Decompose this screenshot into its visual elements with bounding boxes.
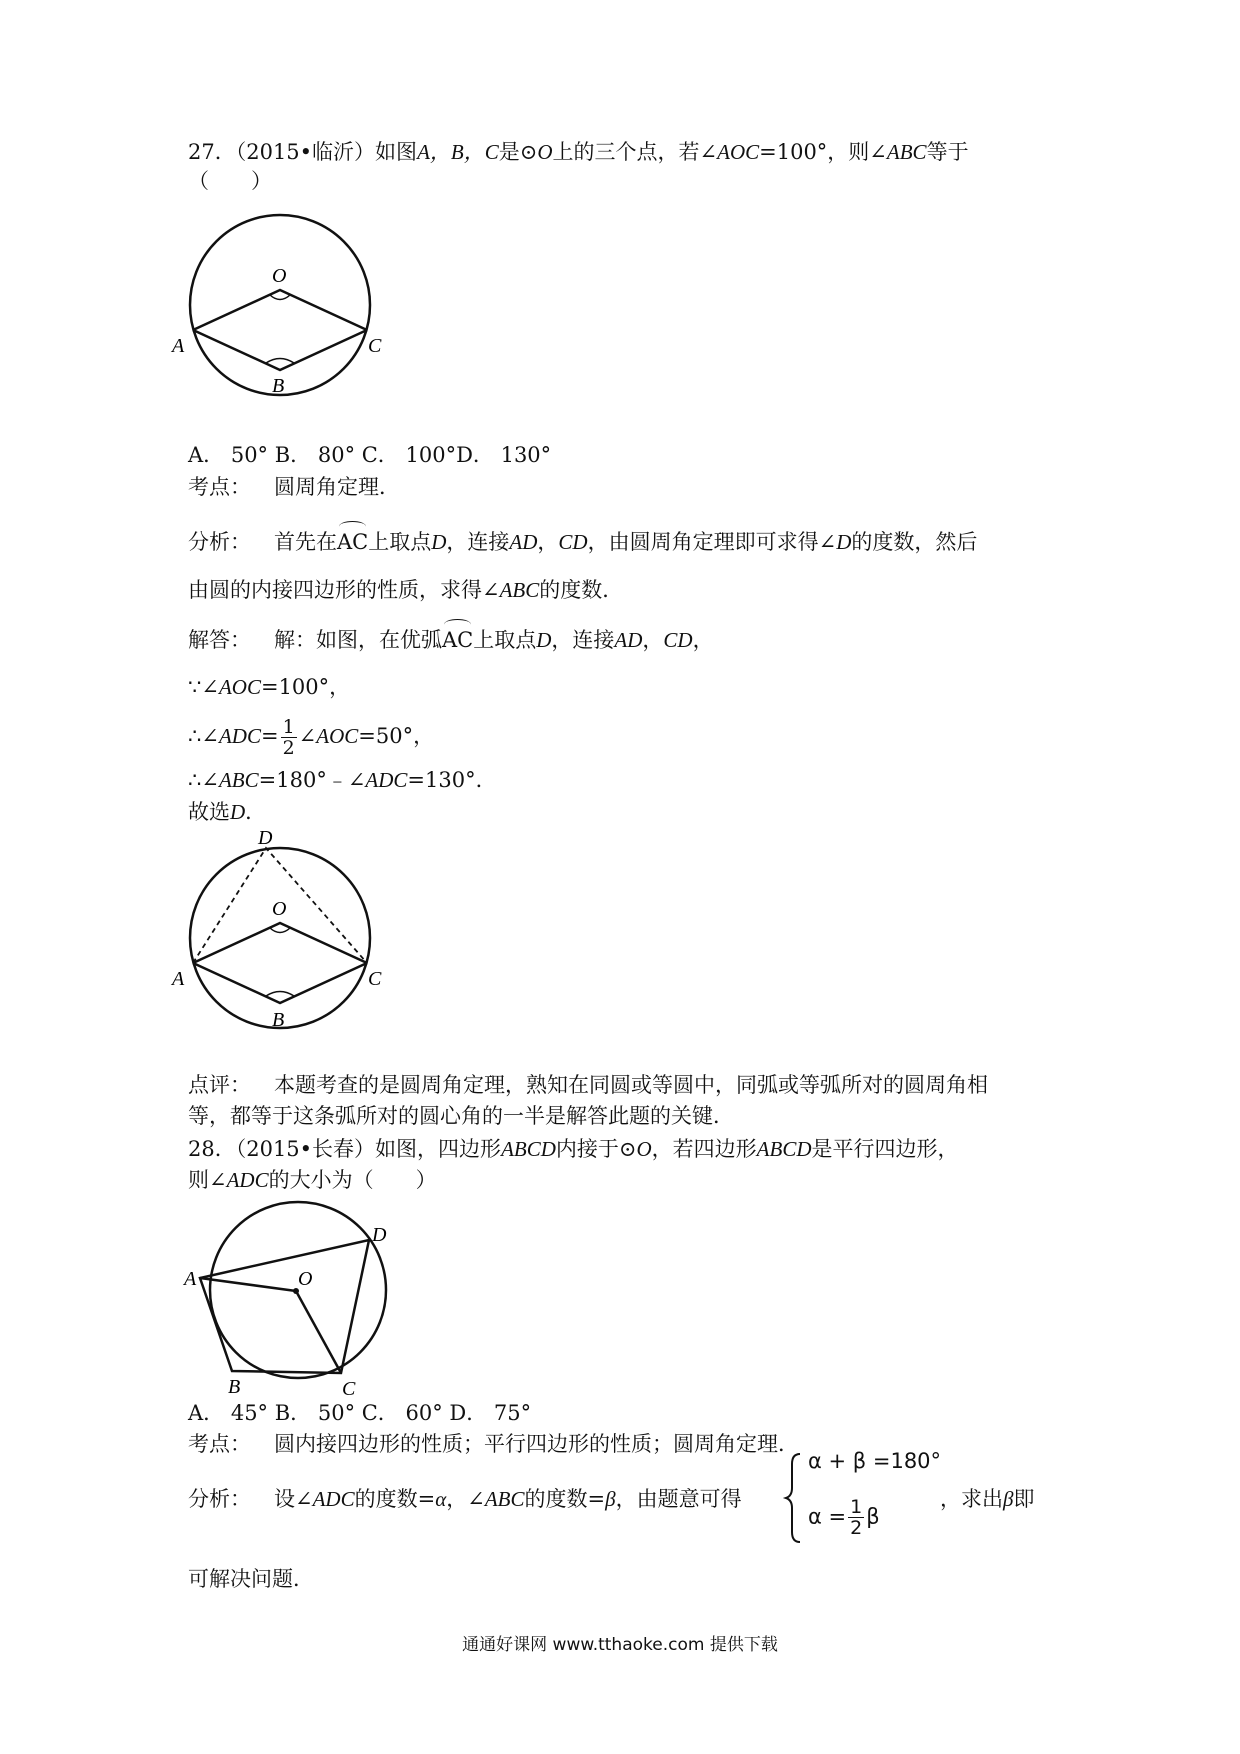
q28-label-o: O	[298, 1268, 313, 1290]
q27-answer-paren: （ ）	[188, 169, 272, 193]
q27-solution-angle-mark-o	[270, 928, 290, 933]
q27-solution-central-lines	[193, 923, 367, 963]
q28-label-a: A	[184, 1268, 197, 1290]
q27-solution-label-d: D	[258, 827, 273, 849]
q27-circle	[190, 215, 370, 395]
q27-solution-label-o: O	[272, 898, 287, 920]
q28-half-fraction: $\frac{1}{2}$	[850, 1496, 863, 1539]
q27-inscribed-angle-lines	[193, 330, 367, 370]
q27-angle-mark-b	[266, 359, 294, 364]
q28-label-b: B	[228, 1376, 241, 1398]
q28-label-c: C	[342, 1378, 356, 1400]
q27-solution-figure	[172, 827, 382, 1070]
q28-fenxi-line1-end: ，求出β即	[940, 1487, 1035, 1511]
q27-fenxi-line2: 由圆的内接四边形的性质，求得∠ABC的度数．	[188, 578, 624, 602]
q28-equation-row1: α + β =180°	[808, 1449, 942, 1473]
q28-question-line1: 28．（2015•长春）如图，四边形ABCD内接于⊙O，若四边形ABCD是平行四边形，	[188, 1137, 959, 1161]
q27-figure	[172, 200, 382, 440]
q27-solution-circle	[190, 848, 370, 1028]
q27-label-a: A	[172, 335, 185, 357]
q27-label-c: C	[368, 335, 382, 357]
q27-central-angle-lines	[193, 290, 367, 330]
page-footer: 通通好课网 www.tthaoke.com 提供下载	[462, 1635, 778, 1655]
q28-label-d: D	[372, 1224, 387, 1246]
q27-dianping-line1: 点评： 本题考查的是圆周角定理，熟知在同圆或等圆中，同弧或等弧所对的圆周角相	[188, 1073, 988, 1097]
q28-figure	[180, 1195, 410, 1405]
q27-solution-label-a: A	[172, 968, 185, 990]
q27-kaodian: 考点： 圆周角定理．	[188, 475, 400, 499]
q27-dianping-line2: 等，都等于这条弧所对的圆心角的一半是解答此题的关键．	[188, 1104, 734, 1128]
q27-step-3: ∴∠ABC=180°﹣∠ADC=130°．	[188, 768, 497, 792]
q28-kaodian: 考点： 圆内接四边形的性质；平行四边形的性质；圆周角定理．	[188, 1432, 799, 1456]
q27-jieda-line1: 解答： 解：如图，在优弧AC上取点D，连接AD，CD，	[188, 625, 714, 655]
q28-radius-oc	[296, 1291, 341, 1373]
q27-label-o: O	[272, 265, 287, 287]
q27-question-line1: 27．（2015•临沂）如图A，B，C是⊙O上的三个点，若∠AOC=100°，则∠ABC等于	[188, 140, 969, 164]
q27-solution-label-b: B	[272, 1009, 285, 1031]
q27-angle-mark-o	[270, 295, 290, 300]
q28-radius-oa	[200, 1278, 296, 1291]
q27-solution-angle-mark-b	[266, 992, 294, 997]
q28-equation-row2: α = $\frac{1}{2}$ β	[808, 1496, 880, 1539]
q27-fenxi-line1: 分析： 首先在AC上取点D，连接AD，CD，由圆周角定理即可求得∠D的度数，然后	[188, 527, 977, 557]
q27-step-1: ∵∠AOC=100°，	[188, 675, 351, 699]
q27-half-fraction: $\frac{1}{2}$	[282, 716, 295, 759]
q28-fenxi-line1: 分析： 设∠ADC的度数=α，∠ABC的度数=β，由题意可得	[188, 1487, 742, 1511]
q27-solution-label-c: C	[368, 968, 382, 990]
q27-options: A． 50° B． 80° C． 100°D． 130°	[188, 443, 552, 467]
q28-fenxi-line2: 可解决问题．	[188, 1567, 314, 1591]
q27-solution-inscribed-lines	[193, 963, 367, 1003]
q27-choice: 故选D．	[188, 800, 267, 824]
q28-question-line2: 则∠ADC的大小为（ ）	[188, 1168, 437, 1192]
q27-label-b: B	[272, 375, 285, 397]
q27-step-2: ∴∠ADC= $\frac{1}{2}$ ∠AOC=50°，	[188, 716, 435, 759]
q28-quadrilateral	[200, 1240, 369, 1373]
q28-options: A． 45° B． 50° C． 60° D． 75°	[188, 1401, 532, 1425]
